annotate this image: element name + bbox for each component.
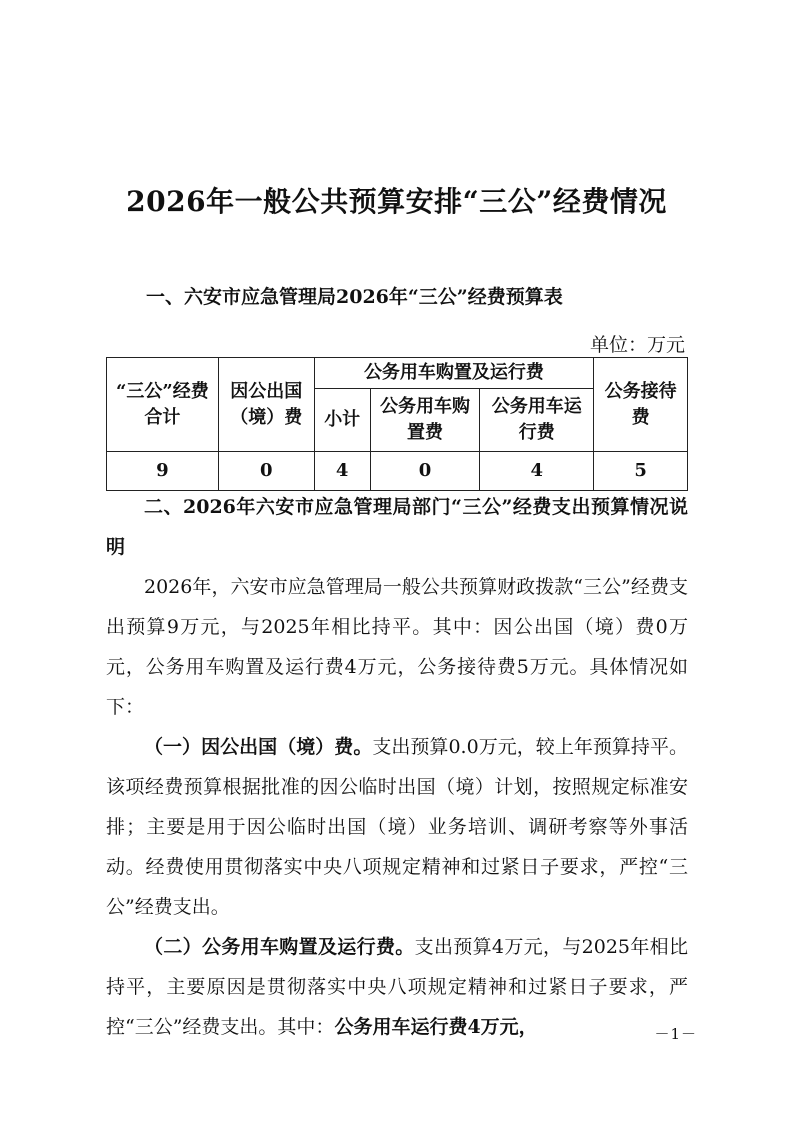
table-row: [107, 452, 688, 491]
section1-heading: 一、六安市应急管理局2026年“三公”经费预算表: [146, 286, 563, 308]
header-vehicle-operation: 公务用车运行费: [480, 389, 594, 452]
value-total: 9: [107, 452, 219, 491]
header-abroad: 因公出国（境）费: [218, 358, 314, 452]
section2-body: [106, 487, 688, 1047]
header-total: “三公”经费合计: [107, 358, 219, 452]
page-title: 2026年一般公共预算安排“三公”经费情况: [126, 185, 667, 218]
paragraph-summary: 2026年，六安市应急管理局一般公共预算财政拨款“三公”经费支出预算9万元，与2025年相比持平。其中：因公出国（境）费0万元，公务用车购置及运行费4万元，公务接待费5万元。具体情况如下：: [106, 576, 688, 718]
value-vehicle-purchase: 0: [370, 452, 480, 491]
value-abroad: 0: [218, 452, 314, 491]
abroad-lead: （一）因公出国（境）费。: [144, 736, 373, 758]
vehicle-tail: 公务用车运行费4万元，: [334, 1016, 538, 1038]
vehicle-lead: （二）公务用车购置及运行费。: [144, 936, 415, 958]
unit-label: 单位：万元: [589, 334, 685, 356]
value-vehicle-operation: 4: [480, 452, 594, 491]
header-vehicle-purchase: 公务用车购置费: [370, 389, 480, 452]
budget-table: [106, 357, 688, 491]
header-subtotal: 小计: [314, 389, 370, 452]
paragraph-vehicle: [106, 927, 688, 1047]
page-number: －1－: [654, 1025, 697, 1043]
header-reception: 公务接待费: [594, 358, 688, 452]
paragraph-abroad: [106, 727, 688, 927]
value-subtotal: 4: [314, 452, 370, 491]
value-reception: 5: [594, 452, 688, 491]
section2-heading: 二、2026年六安市应急管理局部门“三公”经费支出预算情况说明: [106, 496, 688, 558]
header-vehicle-group: 公务用车购置及运行费: [314, 358, 593, 389]
vehicle-text: 支出预算4万元，与2025年相比持平，主要原因是贯彻落实中央八项规定精神和过紧日子要求，严控“三公”经费支出。其中：: [106, 936, 688, 1038]
abroad-text: 支出预算0.0万元，较上年预算持平。该项经费预算根据批准的因公临时出国（境）计划，按照规定标准安排；主要是用于因公临时出国（境）业务培训、调研考察等外事活动。经费使用贯彻落实中央八项规定精神和过紧日子要求，严控“三公”经费支出。: [106, 736, 688, 918]
